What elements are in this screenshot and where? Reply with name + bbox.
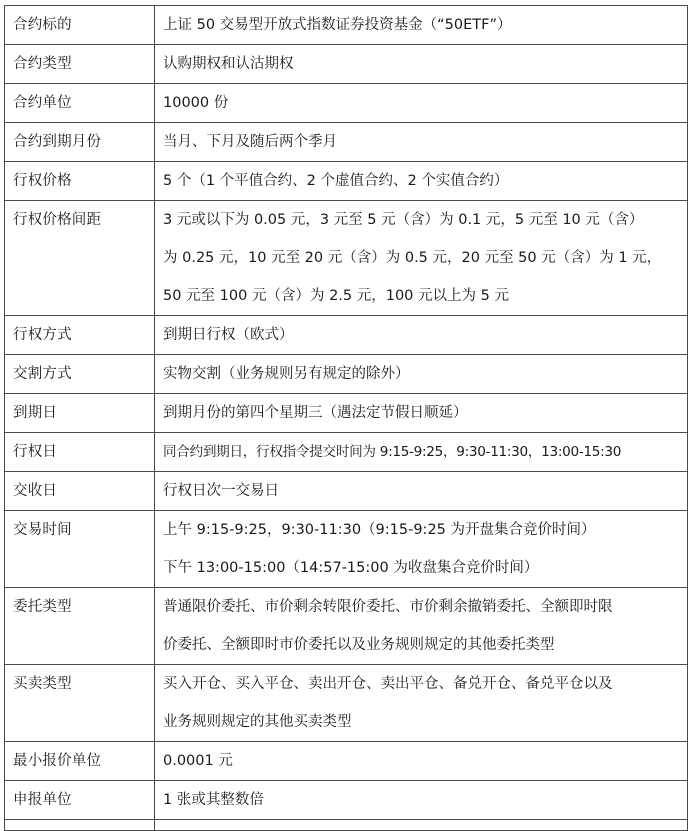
row-label: 行权价格 xyxy=(5,162,155,201)
value-line: 下午 13:00-15:00（14:57-15:00 为收盘集合竞价时间） xyxy=(163,560,539,576)
row-value xyxy=(155,742,688,781)
table-row xyxy=(5,588,688,665)
row-label: 合约单位 xyxy=(5,84,155,123)
value-line: 上午 9:15-9:25，9:30-11:30（9:15-9:25 为开盘集合竞价时间） xyxy=(163,522,596,538)
table-row xyxy=(5,123,688,162)
value-line: 5 个（1 个平值合约、2 个虚值合约、2 个实值合约） xyxy=(163,173,509,189)
value-line: 行权日次一交易日 xyxy=(163,483,279,499)
table-row xyxy=(5,45,688,84)
row-value xyxy=(155,123,688,162)
value-line: 0.0001 元 xyxy=(163,753,233,769)
value-line: 10000 份 xyxy=(163,95,229,111)
row-label: 合约到期月份 xyxy=(5,123,155,162)
row-label: 申报单位 xyxy=(5,781,155,820)
table-row xyxy=(5,201,688,316)
table-row xyxy=(5,472,688,511)
value-line: 3 元或以下为 0.05 元，3 元至 5 元（含）为 0.1 元，5 元至 10 元（含） xyxy=(163,212,644,228)
value-line: 到期月份的第四个星期三（遇法定节假日顺延） xyxy=(163,405,468,421)
row-value xyxy=(155,201,688,316)
table-row xyxy=(5,316,688,355)
value-line: 普通限价委托、市价剩余转限价委托、市价剩余撤销委托、全额即时限 xyxy=(163,599,613,615)
contract-spec-document xyxy=(4,5,688,831)
value-line: 业务规则规定的其他买卖类型 xyxy=(163,714,352,730)
value-line: 1 张或其整数倍 xyxy=(163,792,264,808)
value-line: 上证 50 交易型开放式指数证券投资基金（“50ETF”） xyxy=(163,17,512,33)
value-line: 买入开仓、买入平仓、卖出开仓、卖出平仓、备兑开仓、备兑平仓以及 xyxy=(163,676,613,692)
row-value xyxy=(155,162,688,201)
row-value xyxy=(155,820,688,831)
row-value xyxy=(155,781,688,820)
table-row-partial xyxy=(5,820,688,831)
row-label: 委托类型 xyxy=(5,588,155,665)
table-row xyxy=(5,355,688,394)
row-label: 行权方式 xyxy=(5,316,155,355)
row-value xyxy=(155,45,688,84)
value-line: 同合约到期日，行权指令提交时间为 9:15-9:25，9:30-11:30，13:00-15:30 xyxy=(163,444,622,460)
row-value xyxy=(155,355,688,394)
value-line: 到期日行权（欧式） xyxy=(163,327,294,343)
row-label: 合约标的 xyxy=(5,6,155,45)
row-label: 行权日 xyxy=(5,433,155,472)
row-label: 行权价格间距 xyxy=(5,201,155,316)
table-row xyxy=(5,511,688,588)
row-value xyxy=(155,6,688,45)
row-label: 交割方式 xyxy=(5,355,155,394)
value-line: 当月、下月及随后两个季月 xyxy=(163,134,337,150)
value-line: 价委托、全额即时市价委托以及业务规则规定的其他委托类型 xyxy=(163,637,555,653)
value-line: 50 元至 100 元（含）为 2.5 元，100 元以上为 5 元 xyxy=(163,288,509,304)
table-row xyxy=(5,6,688,45)
row-value xyxy=(155,472,688,511)
row-value xyxy=(155,588,688,665)
row-label: 交易时间 xyxy=(5,511,155,588)
row-label: 到期日 xyxy=(5,394,155,433)
table-row xyxy=(5,84,688,123)
table-row xyxy=(5,394,688,433)
row-label: 最小报价单位 xyxy=(5,742,155,781)
row-label xyxy=(5,820,155,831)
value-line: 实物交割（业务规则另有规定的除外） xyxy=(163,366,410,382)
row-label: 交收日 xyxy=(5,472,155,511)
value-line: 认购期权和认沽期权 xyxy=(163,56,294,72)
row-label: 合约类型 xyxy=(5,45,155,84)
table-row xyxy=(5,781,688,820)
table-row xyxy=(5,742,688,781)
table-row xyxy=(5,162,688,201)
row-value xyxy=(155,394,688,433)
row-value xyxy=(155,433,688,472)
table-row xyxy=(5,433,688,472)
value-line: 为 0.25 元，10 元至 20 元（含）为 0.5 元，20 元至 50 元（含）为 1 元， xyxy=(163,250,662,266)
table-row xyxy=(5,665,688,742)
row-value xyxy=(155,316,688,355)
row-value xyxy=(155,511,688,588)
row-label: 买卖类型 xyxy=(5,665,155,742)
row-value xyxy=(155,84,688,123)
contract-spec-table xyxy=(4,5,688,831)
row-value xyxy=(155,665,688,742)
